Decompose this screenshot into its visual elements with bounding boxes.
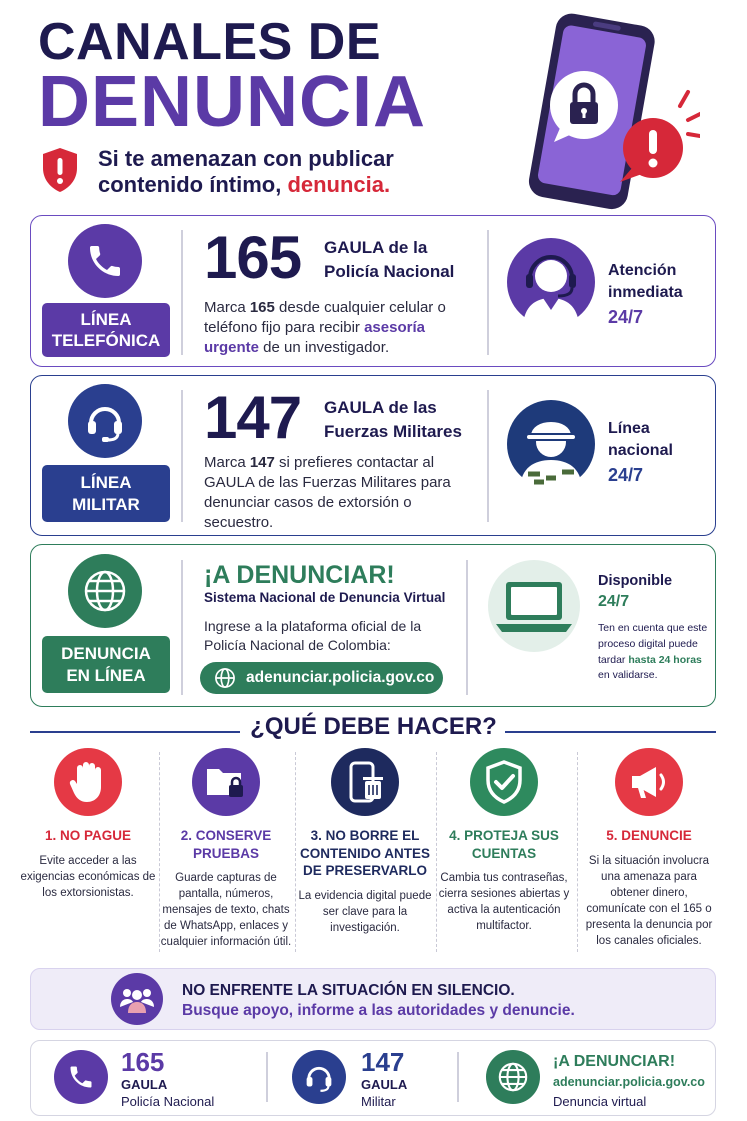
banner-subtitle: Busque apoyo, informe a las autoridades y denuncie. (182, 1002, 575, 1019)
url-button[interactable] (200, 662, 443, 694)
banner-title: NO ENFRENTE LA SITUACIÓN EN SILENCIO. (182, 982, 515, 999)
org-gaula-policia: GAULA de la Policía Nacional (324, 238, 455, 281)
footer-url[interactable]: adenunciar.policia.gov.co (553, 1075, 705, 1089)
card1-side: Atención inmediata 24/7 (608, 262, 683, 327)
footer-virtual-label: Denuncia virtual (553, 1094, 647, 1109)
org-gaula-militar: GAULA de las Fuerzas Militares (324, 398, 462, 441)
people-group-icon (111, 973, 163, 1025)
subtitle: Si te amenazan con publicar contenido íntimo, denuncia. (98, 146, 394, 198)
label-linea-telefonica: LÍNEA TELEFÓNICA (42, 303, 170, 357)
number-147: 147 (204, 384, 302, 451)
phone-lock-illustration-icon (520, 10, 700, 210)
section-title: ¿QUÉ DEBE HACER? (250, 713, 497, 740)
warning-shield-icon (40, 146, 80, 194)
title-line2: DENUNCIA (38, 62, 427, 142)
card2-description: Marca 147 si prefieres contactar al GAULA de las Fuerzas Militares para denunciar casos de extorsión o secuestro. (204, 454, 451, 531)
footer-165-sublabel: Policía Nacional (121, 1094, 215, 1109)
globe-icon (486, 1050, 540, 1104)
locked-folder-icon (192, 748, 260, 816)
url-text: adenunciar.policia.gov.co (246, 669, 435, 686)
step-3: 3. NO BORRE EL CONTENIDO ANTES DE PRESERVARLO La evidencia digital puede ser clave para la investigación. (296, 748, 434, 936)
soldier-icon (506, 398, 596, 490)
divider (181, 230, 183, 355)
step-4: 4. PROTEJA SUS CUENTAS Cambia tus contraseñas, cierra sesiones abiertas y activa la autenticación multifactor. (435, 748, 573, 934)
footer-165-label: GAULA (121, 1077, 168, 1092)
footer-165: 165 (121, 1047, 165, 1077)
divider (466, 560, 468, 695)
phone-icon (54, 1050, 108, 1104)
heading-a-denunciar: ¡A DENUNCIAR! (204, 561, 395, 589)
shield-check-icon (470, 748, 538, 816)
step-1: 1. NO PAGUE Evite acceder a las exigencias económicas de los extorsionistas. (19, 748, 157, 901)
number-165: 165 (204, 224, 302, 291)
stop-hand-icon (54, 748, 122, 816)
footer-147: 147 (361, 1047, 405, 1077)
laptop-icon (486, 558, 582, 654)
globe-icon (214, 667, 236, 689)
divider (181, 560, 183, 695)
card3-note: Ten en cuenta que este proceso digital puede tardar hasta 24 horas en validarse. (598, 622, 708, 682)
divider (487, 230, 489, 355)
footer-147-label: GAULA (361, 1077, 408, 1092)
label-denuncia-en-linea: DENUNCIA EN LÍNEA (42, 636, 170, 693)
headset-agent-icon (506, 236, 596, 328)
footer-147-sublabel: Militar (361, 1094, 396, 1109)
card3-side: Disponible 24/7 (598, 573, 673, 611)
step-5: 5. DENUNCIE Si la situación involucra una amenaza para obtener dinero, comunícate con el 165 o presenta la denuncia por los canales oficiales. (580, 748, 718, 949)
divider (457, 1052, 459, 1102)
globe-icon (68, 554, 142, 628)
phone-trash-icon (331, 748, 399, 816)
card2-side: Línea nacional 24/7 (608, 420, 673, 485)
divider (181, 390, 183, 522)
title-line1: CANALES DE (38, 13, 382, 71)
step-divider (577, 752, 578, 952)
label-linea-militar: LÍNEA MILITAR (42, 465, 170, 522)
divider (266, 1052, 268, 1102)
card1-description: Marca 165 desde cualquier celular o teléfono fijo para recibir asesoría urgente de un investigador. (204, 299, 446, 356)
phone-icon (68, 224, 142, 298)
headset-icon (68, 384, 142, 458)
card3-description: Ingrese a la plataforma oficial de la Policía Nacional de Colombia: (204, 618, 422, 653)
subheading-sistema: Sistema Nacional de Denuncia Virtual (204, 590, 446, 605)
divider (487, 390, 489, 522)
step-2: 2. CONSERVE PRUEBAS Guarde capturas de pantalla, números, mensajes de texto, chats de WhatsApp, enlaces y cualquier información útil. (157, 748, 295, 951)
headset-icon (292, 1050, 346, 1104)
megaphone-icon (615, 748, 683, 816)
footer-a-denunciar: ¡A DENUNCIAR! (553, 1053, 676, 1070)
